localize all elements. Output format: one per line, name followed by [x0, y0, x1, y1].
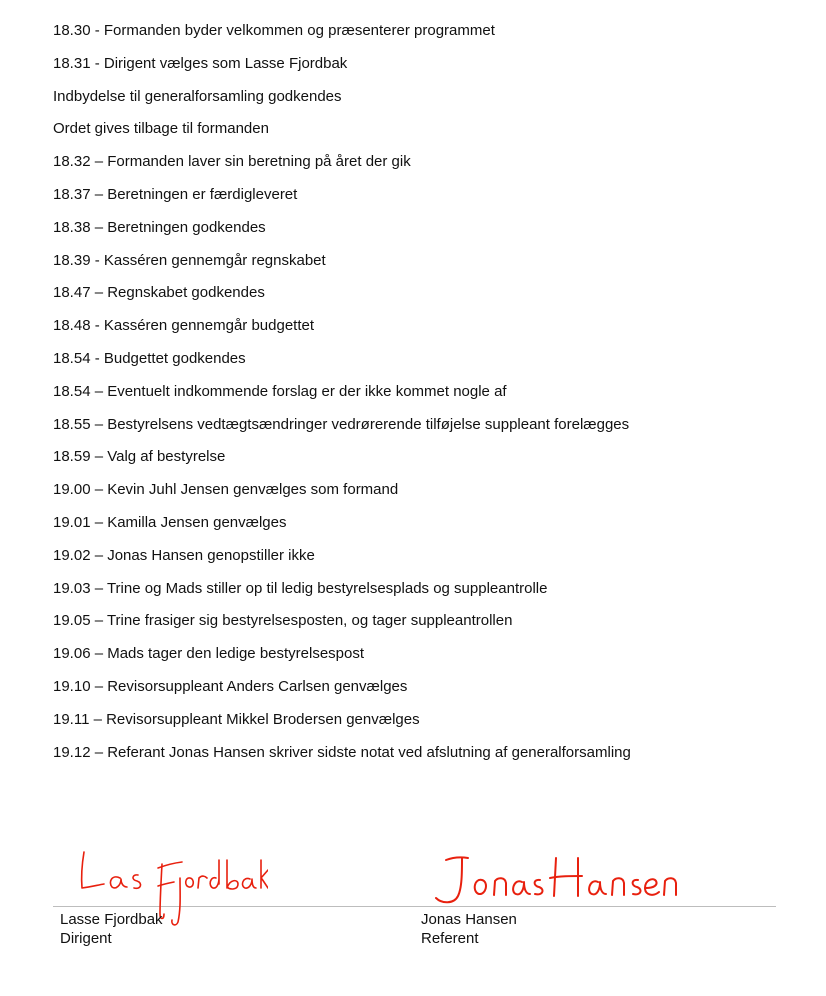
minutes-line: 18.54 – Eventuelt indkommende forslag er der ikke kommet nogle af	[53, 382, 507, 400]
minutes-line: 18.59 – Valg af bestyrelse	[53, 448, 226, 466]
minutes-line: 18.37 – Beretningen er færdigleveret	[53, 185, 298, 203]
dirigent-role: Dirigent	[60, 930, 112, 947]
minutes-line: 18.32 – Formanden laver sin beretning på året der gik	[53, 153, 411, 171]
minutes-line: 18.39 - Kasséren gennemgår regnskabet	[53, 251, 326, 269]
minutes-line: 19.03 – Trine og Mads stiller op til ledig bestyrelsesplads og suppleantrolle	[53, 579, 548, 597]
minutes-line: 18.54 - Budgettet godkendes	[53, 349, 246, 367]
minutes-line: 18.38 – Beretningen godkendes	[53, 218, 266, 236]
minutes-line: 18.47 – Regnskabet godkendes	[53, 284, 265, 302]
minutes-line: 19.10 – Revisorsuppleant Anders Carlsen genvælges	[53, 677, 408, 695]
minutes-line: 19.12 – Referant Jonas Hansen skriver sidste notat ved afslutning af generalforsamling	[53, 743, 631, 761]
referent-signature	[432, 852, 692, 912]
minutes-line: 19.00 – Kevin Juhl Jensen genvælges som formand	[53, 481, 399, 499]
minutes-line: 18.30 - Formanden byder velkommen og præsenterer programmet	[53, 22, 495, 39]
referent-name: Jonas Hansen	[421, 911, 517, 928]
referent-role: Referent	[421, 930, 479, 947]
dirigent-signature-block	[60, 910, 163, 948]
minutes-list	[53, 20, 793, 774]
minutes-line: Ordet gives tilbage til formanden	[53, 120, 269, 138]
minutes-line: 18.48 - Kasséren gennemgår budgettet	[53, 317, 315, 335]
minutes-line: 18.55 – Bestyrelsens vedtægtsændringer vedrørerende tilføjelse suppleant forelægges	[53, 415, 630, 433]
dirigent-name: Lasse Fjordbak	[60, 911, 163, 928]
minutes-line: 19.11 – Revisorsuppleant Mikkel Brodersen genvælges	[53, 710, 420, 728]
minutes-line: 19.05 – Trine frasiger sig bestyrelsesposten, og tager suppleantrollen	[53, 612, 513, 630]
minutes-line: 19.06 – Mads tager den ledige bestyrelsespost	[53, 645, 365, 663]
minutes-line: 19.02 – Jonas Hansen genopstiller ikke	[53, 546, 315, 564]
minutes-line: 18.31 - Dirigent vælges som Lasse Fjordbak	[53, 54, 348, 72]
referent-signature-block	[421, 910, 517, 948]
minutes-line: Indbydelse til generalforsamling godkendes	[53, 87, 342, 105]
minutes-line: 19.01 – Kamilla Jensen genvælges	[53, 513, 287, 531]
